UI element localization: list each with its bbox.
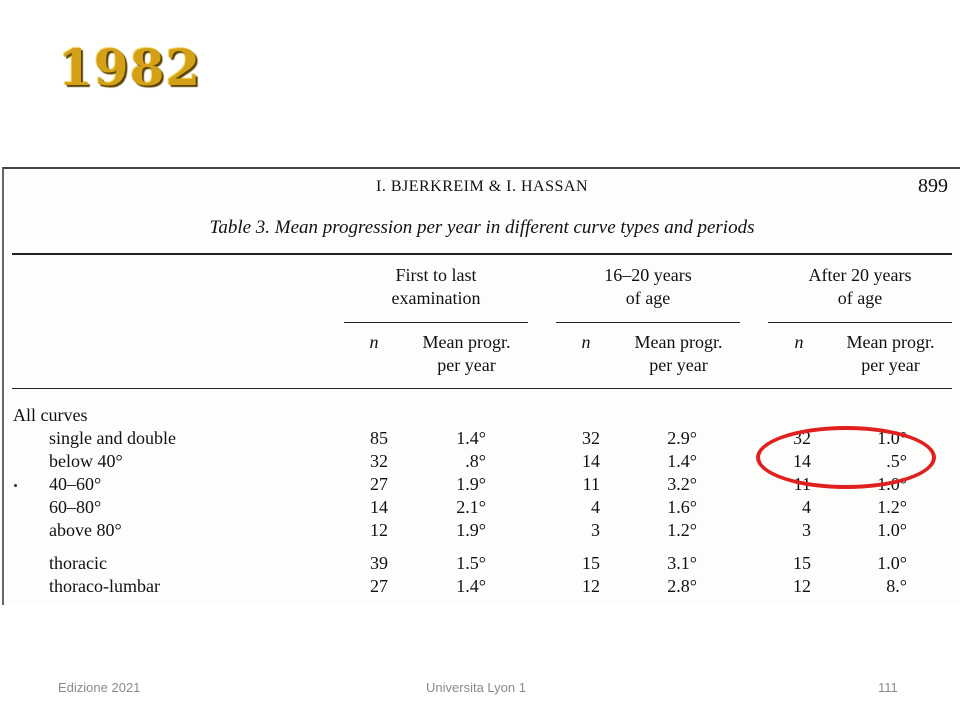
footer-slide-number: 111: [878, 680, 898, 695]
mean-progression-cell: 1.0°: [877, 474, 907, 494]
mean-header-line: per year: [649, 355, 708, 375]
n-cell: 15: [793, 553, 811, 573]
footer-edition: Edizione 2021: [58, 680, 141, 695]
n-cell: 14: [793, 451, 811, 471]
n-cell: 3: [802, 520, 811, 540]
n-column-header: n: [369, 332, 379, 352]
group-rule: [556, 322, 740, 323]
group-header-first-last: [344, 264, 528, 310]
group-header-line: 16–20 years: [604, 265, 692, 285]
mean-header-line: per year: [861, 355, 920, 375]
n-cell: 14: [582, 451, 600, 471]
mean-progression-cell: 3.2°: [667, 474, 697, 494]
mean-progression-cell: 2.9°: [667, 428, 697, 448]
group-rule: [768, 322, 952, 323]
n-cell: 39: [370, 553, 388, 573]
mean-progression-cell: .8°: [465, 451, 486, 471]
section-label: All curves: [13, 405, 88, 425]
mean-progression-cell: 1.4°: [456, 428, 486, 448]
mean-progression-cell: 1.0°: [877, 553, 907, 573]
mean-progression-cell: 1.2°: [877, 497, 907, 517]
n-cell: 4: [802, 497, 811, 517]
n-cell: 32: [793, 428, 811, 448]
scan-speck: [14, 484, 17, 487]
group-header-16-20: [556, 264, 740, 310]
mean-header-line: per year: [437, 355, 496, 375]
mean-progression-cell: 2.1°: [456, 497, 486, 517]
row-label: above 80°: [49, 520, 122, 540]
row-label: single and double: [49, 428, 176, 448]
mean-progression-cell: 3.1°: [667, 553, 697, 573]
table-top-rule: [12, 253, 952, 255]
scanned-table-image: [2, 167, 960, 605]
mean-header-line: Mean progr.: [634, 332, 723, 352]
mean-progression-cell: 2.8°: [667, 576, 697, 596]
n-cell: 85: [370, 428, 388, 448]
n-column-header: n: [581, 332, 591, 352]
mean-header-line: Mean progr.: [422, 332, 511, 352]
row-label: 60–80°: [49, 497, 102, 517]
row-label: thoraco-lumbar: [49, 576, 160, 596]
n-cell: 32: [582, 428, 600, 448]
mean-progression-cell: .5°: [886, 451, 907, 471]
article-authors: I. BJERKREIM & I. HASSAN: [375, 178, 588, 195]
mean-progression-cell: 1.0°: [877, 428, 907, 448]
group-header-after-20: [768, 264, 952, 310]
n-cell: 15: [582, 553, 600, 573]
group-header-line: of age: [837, 288, 883, 308]
row-label: thoracic: [49, 553, 107, 573]
n-column-header: n: [794, 332, 804, 352]
n-cell: 27: [370, 576, 388, 596]
mean-progression-cell: 1.4°: [456, 576, 486, 596]
mean-column-header: [616, 331, 741, 377]
n-cell: 11: [793, 474, 811, 494]
row-label: below 40°: [49, 451, 123, 471]
mean-progression-cell: 1.2°: [667, 520, 697, 540]
slide-year-title: 1982: [58, 38, 202, 97]
group-header-line: examination: [391, 288, 481, 308]
mean-progression-cell: 1.4°: [667, 451, 697, 471]
n-cell: 32: [370, 451, 388, 471]
n-cell: 12: [582, 576, 600, 596]
article-page-number: 899: [918, 175, 948, 197]
n-cell: 11: [582, 474, 600, 494]
mean-progression-cell: 1.9°: [456, 520, 486, 540]
group-header-line: After 20 years: [808, 265, 912, 285]
n-cell: 27: [370, 474, 388, 494]
row-label: 40–60°: [49, 474, 102, 494]
mean-progression-cell: 1.5°: [456, 553, 486, 573]
mean-progression-cell: 1.6°: [667, 497, 697, 517]
footer-institution: Universita Lyon 1: [426, 680, 526, 695]
n-cell: 3: [591, 520, 600, 540]
group-header-line: First to last: [395, 265, 477, 285]
n-cell: 12: [793, 576, 811, 596]
header-bottom-rule: [12, 388, 952, 389]
mean-progression-cell: 1.9°: [456, 474, 486, 494]
mean-header-line: Mean progr.: [846, 332, 935, 352]
group-header-line: of age: [625, 288, 671, 308]
mean-progression-cell: 8.°: [886, 576, 907, 596]
n-cell: 12: [370, 520, 388, 540]
n-cell: 14: [370, 497, 388, 517]
n-cell: 4: [591, 497, 600, 517]
red-highlight-circle: [756, 426, 936, 489]
mean-progression-cell: 1.0°: [877, 520, 907, 540]
mean-column-header: [828, 331, 953, 377]
mean-column-header: [404, 331, 529, 377]
group-rule: [344, 322, 528, 323]
table-caption: Table 3. Mean progression per year in different curve types and periods: [209, 217, 755, 238]
